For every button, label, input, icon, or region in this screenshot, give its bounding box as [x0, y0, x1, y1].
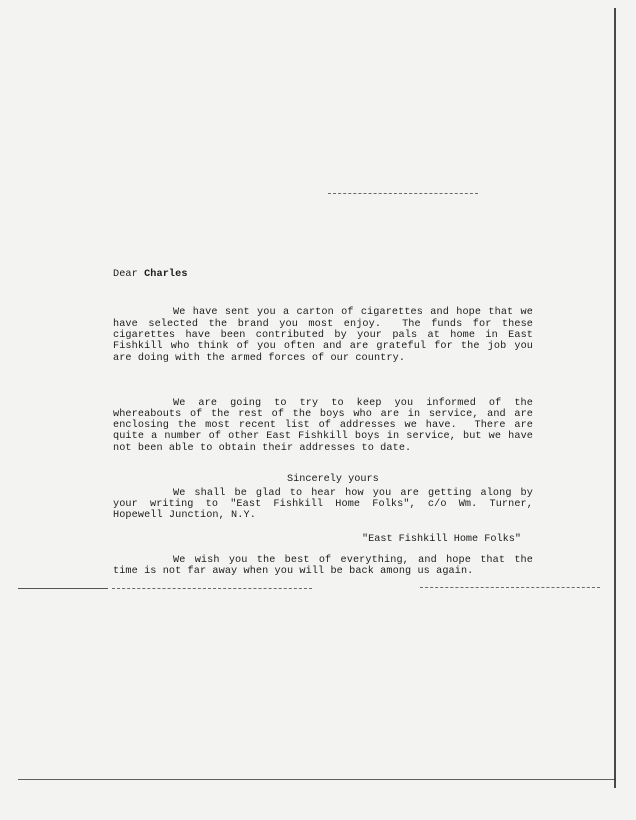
letter-body: [113, 246, 540, 611]
paragraph-4: We wish you the best of everything, and hope that the time is not far away when you will be back among us again.: [113, 555, 540, 578]
paragraph-3: We shall be glad to hear how you are getting along by your writing to "East Fishkill Home Folks", c/o Wm. Turner, Hopewell Junction, N.Y.: [113, 487, 540, 522]
signature: "East Fishkill Home Folks": [362, 534, 521, 545]
salutation-name: Charles: [144, 268, 188, 280]
fold-mark-left: [18, 588, 108, 589]
fold-mark-top: [328, 193, 478, 194]
closing: Sincerely yours: [287, 474, 379, 485]
page-edge-right: [614, 8, 616, 788]
page-edge-bottom: [18, 779, 616, 780]
salutation-prefix: Dear: [113, 268, 138, 280]
paragraph-2: We are going to try to keep you informed of the whereabouts of the rest of the boys who are in service, and are enclosing the most recent list of addresses we have. There are quite a number of other East Fishkill boys in service, but we have not been able to obtain their addresses to date.: [113, 397, 540, 454]
salutation: [113, 269, 533, 280]
paragraph-1: We have sent you a carton of cigarettes and hope that we have selected the brand you most enjoy. The funds for these cigarettes have been contributed by your pals at home in East Fishkill who think of you often and are grateful for the job you are doing with the armed forces of our country.: [113, 307, 540, 364]
